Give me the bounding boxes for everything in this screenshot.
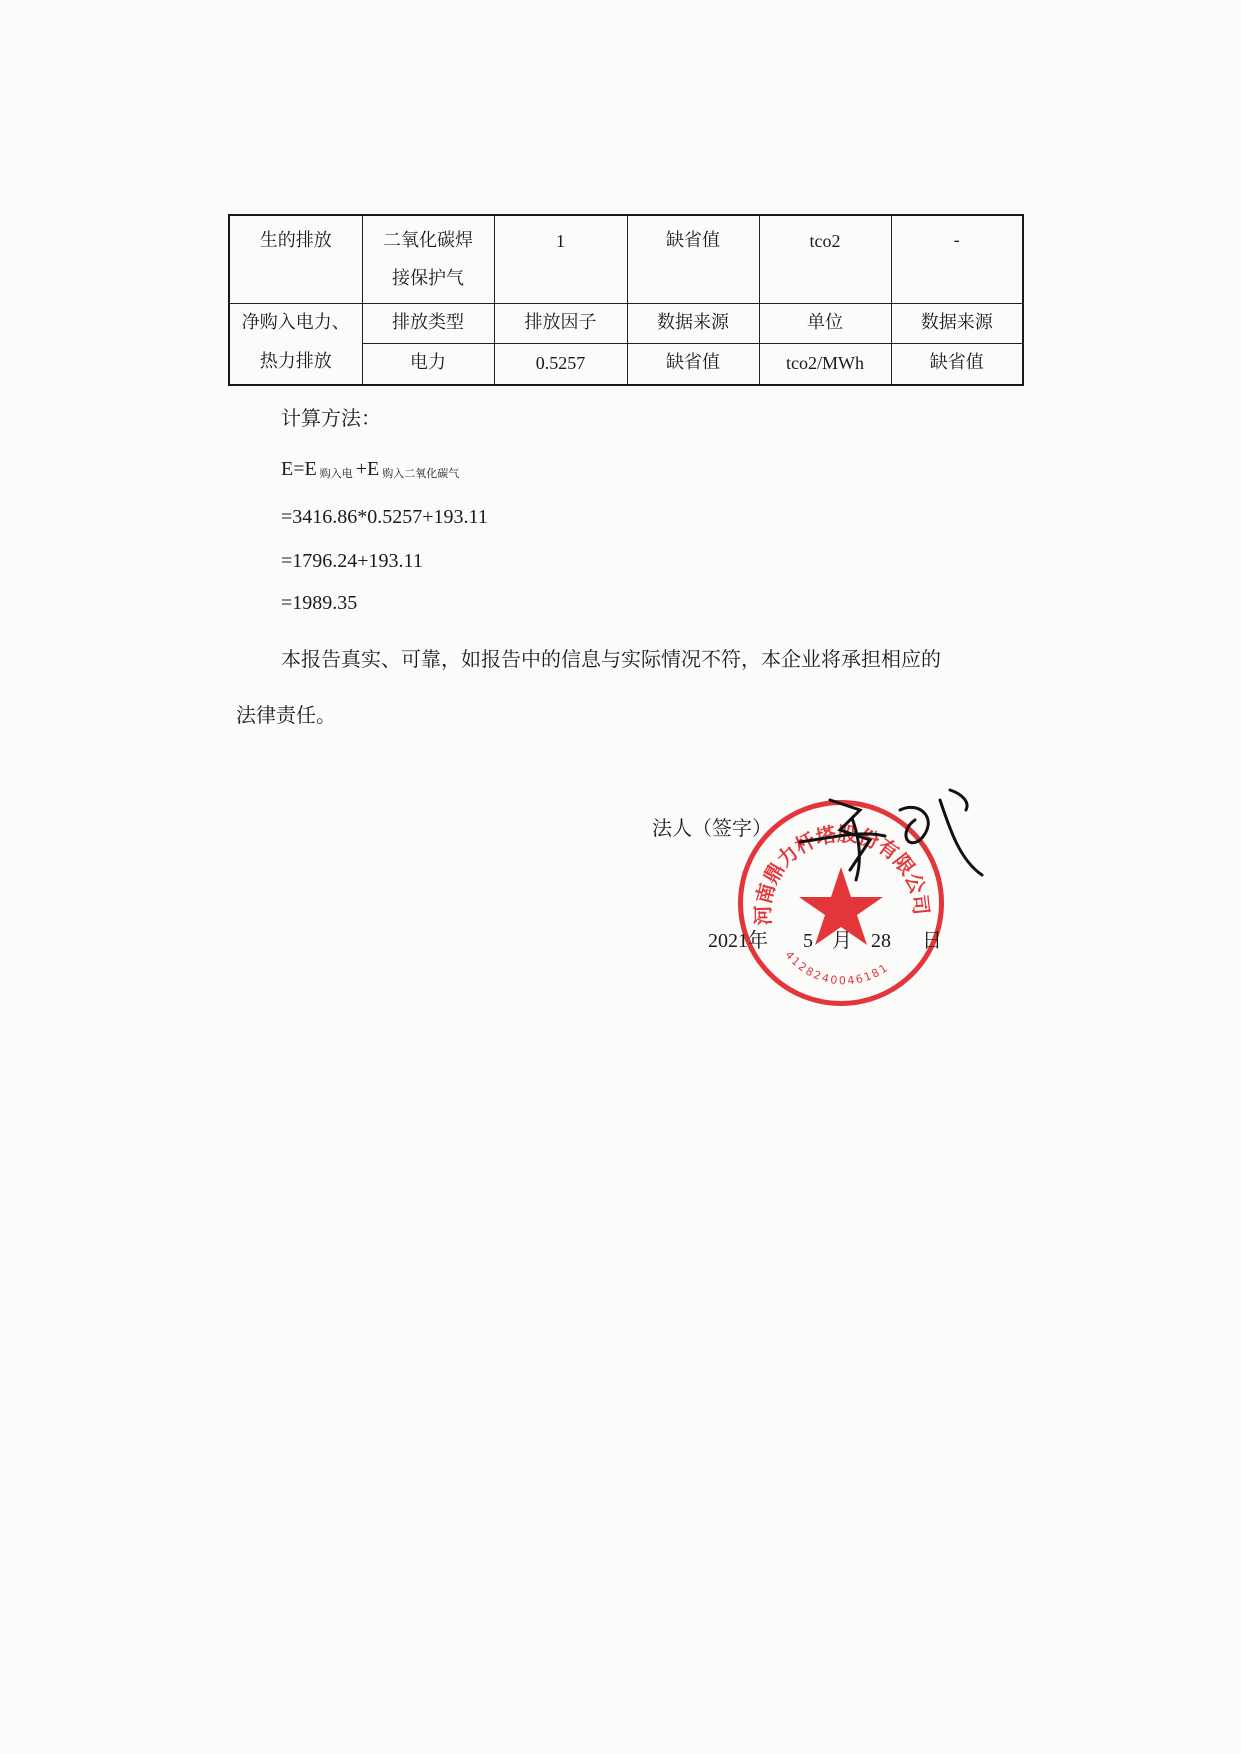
table-cell: tco2 bbox=[759, 215, 891, 303]
date-month-unit: 月 bbox=[832, 928, 852, 952]
statement-line-1: 本报告真实、可靠，如报告中的信息与实际情况不符，本企业将承担相应的 bbox=[281, 647, 941, 671]
signature-label: 法人（签字） bbox=[652, 816, 772, 840]
table-cell: 数据来源 bbox=[891, 303, 1023, 343]
table-cell: 缺省值 bbox=[891, 343, 1023, 385]
handwritten-signature-icon bbox=[790, 780, 990, 890]
table-cell: 1 bbox=[494, 215, 627, 303]
table-cell: 净购入电力、 bbox=[229, 303, 362, 343]
formula-plus: +E bbox=[355, 458, 380, 480]
calc-heading: 计算方法： bbox=[281, 406, 381, 430]
svg-text:4128240046181 bbox=[783, 948, 892, 987]
table-cell: 生的排放 bbox=[229, 215, 362, 303]
table-cell: - bbox=[891, 215, 1023, 303]
calc-result: =1989.35 bbox=[281, 592, 358, 614]
formula-sub-co2: 购入二氧化碳气 bbox=[382, 468, 460, 480]
calc-step-1: =3416.86*0.5257+193.11 bbox=[281, 506, 488, 528]
date-year: 2021 bbox=[708, 930, 748, 952]
table-cell: 缺省值 bbox=[627, 215, 759, 303]
date-day-unit: 日 bbox=[922, 928, 942, 952]
calc-step-2: =1796.24+193.11 bbox=[281, 550, 423, 572]
formula bbox=[281, 458, 462, 481]
table-cell: 缺省值 bbox=[627, 343, 759, 385]
cell-line: 二氧化碳焊 bbox=[383, 230, 473, 251]
table-cell: 0.5257 bbox=[494, 343, 627, 385]
table-cell bbox=[362, 215, 494, 303]
table-row bbox=[229, 303, 1023, 343]
seal-text: 河南鼎力杆塔股份有限公司 bbox=[750, 821, 934, 926]
formula-sub-electricity: 购入电 bbox=[319, 468, 353, 480]
seal-code: 4128240046181 bbox=[782, 948, 892, 988]
emission-table bbox=[228, 214, 1024, 386]
sign-date bbox=[708, 924, 942, 953]
table-cell: 单位 bbox=[759, 303, 891, 343]
formula-e: E=E bbox=[281, 458, 317, 480]
table-cell: 电力 bbox=[362, 343, 494, 385]
table-row bbox=[229, 215, 1023, 303]
date-day: 28 bbox=[871, 930, 891, 952]
cell-line: 接保护气 bbox=[392, 268, 464, 289]
table-cell: 排放因子 bbox=[494, 303, 627, 343]
table-cell: tco2/MWh bbox=[759, 343, 891, 385]
statement-line-2: 法律责任。 bbox=[236, 703, 336, 727]
table-cell: 排放类型 bbox=[362, 303, 494, 343]
table-row bbox=[229, 343, 1023, 385]
table-cell: 热力排放 bbox=[229, 343, 362, 385]
table-cell: 数据来源 bbox=[627, 303, 759, 343]
date-year-unit: 年 bbox=[748, 928, 768, 952]
date-month: 5 bbox=[803, 930, 813, 952]
